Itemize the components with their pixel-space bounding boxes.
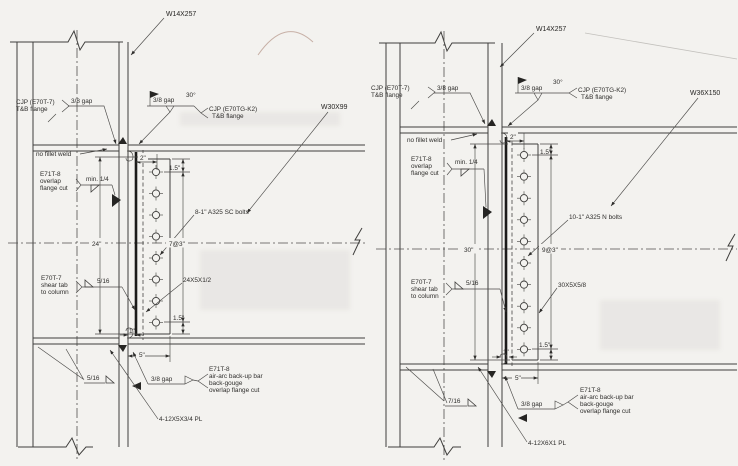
scan-artifact <box>258 32 313 55</box>
right-cjp-flange-label: CJP (E70T-7) <box>371 85 410 92</box>
right-dim-1-5-top: 1.5" <box>540 149 552 156</box>
right-continuity-plate-label: 4-12X6X1 PL <box>528 440 567 447</box>
right-min-fillet-label: min. 1/4 <box>455 159 478 166</box>
left-column <box>10 30 128 462</box>
scan-artifact <box>585 33 737 59</box>
right-dim-depth: 30" <box>464 247 474 254</box>
left-cjp-k2-label: CJP (E70TG-K2) <box>209 106 258 113</box>
right-leaders-welds <box>406 33 698 442</box>
left-bolt-callout: 8-1" A325 SC bolts <box>195 209 249 216</box>
right-column-size-label: W14X257 <box>536 26 567 33</box>
left-overlap-note: overlap <box>40 178 61 185</box>
left-bevel-angle-label: 30° <box>186 92 196 99</box>
left-dim-5in: 5" <box>139 352 145 359</box>
left-shear-tab-note: to column <box>41 289 69 296</box>
left-backup-note: E71T-8 <box>209 366 230 373</box>
right-bolt-callout: 10-1" A325 N bolts <box>569 214 623 221</box>
left-backup-note: overlap flange cut <box>209 387 260 394</box>
left-min-fillet-label: min. 1/4 <box>86 176 109 183</box>
right-no-fillet-weld-label: no fillet weld <box>407 137 443 144</box>
right-bevel-angle-label: 30° <box>553 79 563 86</box>
right-dim-1-5-bot: 1.5" <box>539 342 551 349</box>
right-dim-1in: 1" <box>503 349 509 356</box>
left-continuity-weld-size: 5/16 <box>87 375 100 382</box>
left-backup-note: air-arc back-up bar <box>209 373 263 380</box>
left-cjp-k2-label: T&B flange <box>212 113 244 120</box>
right-dim-pitch: 9@3" <box>542 247 558 254</box>
right-labels <box>371 26 720 447</box>
left-overlap-note: flange cut <box>40 185 68 192</box>
left-dim-1-5-top: 1.5" <box>169 165 181 172</box>
left-shear-tab-note: shear tab <box>41 282 68 289</box>
right-continuity-weld-size: 7/16 <box>448 398 461 405</box>
left-plate-size-label: 24X5X1/2 <box>183 277 212 284</box>
right-shear-tab-note: shear tab <box>411 286 438 293</box>
right-shear-tab-note: E70T-7 <box>411 279 432 286</box>
left-dim-2in: 2" <box>140 155 146 162</box>
left-gap-bottom-label: 3/8 gap <box>151 376 173 383</box>
right-beam-size-label: W36X150 <box>690 90 721 97</box>
right-backup-note: E71T-8 <box>580 387 601 394</box>
left-gap-label: 3/8 gap <box>71 98 93 105</box>
left-tab-weld-size: 5/16 <box>97 278 110 285</box>
left-beam-size-label: W30X99 <box>321 104 348 111</box>
right-bolt-group <box>517 148 531 356</box>
left-column-size-label: W14X257 <box>166 11 197 18</box>
right-shear-tab <box>500 133 538 366</box>
right-detail <box>371 26 737 462</box>
right-shear-tab-note: to column <box>411 293 439 300</box>
right-backup-note: overlap flange cut <box>580 408 631 415</box>
left-dim-1in: 1" <box>129 328 135 335</box>
right-dim-5in: 5" <box>515 375 521 382</box>
left-cjp-flange-label: CJP (E70T-7) <box>16 99 55 106</box>
left-continuity-plates <box>33 137 127 352</box>
left-shear-tab <box>126 150 170 340</box>
right-overlap-note: E71T-8 <box>411 156 432 163</box>
right-overlap-note: flange cut <box>411 170 439 177</box>
right-dim-2in: 2" <box>510 134 516 141</box>
right-gap-label: 3/8 gap <box>521 85 543 92</box>
right-cjp-k2-label: CJP (E70TG-K2) <box>578 87 627 94</box>
right-gap-label: 3/8 gap <box>437 85 459 92</box>
left-dim-depth: 24" <box>92 241 102 248</box>
right-tab-weld-size: 5/16 <box>466 280 479 287</box>
left-dim-pitch: 7@3" <box>169 241 185 248</box>
left-gap-label: 3/8 gap <box>153 97 175 104</box>
left-dim-1-5-bot: 1.5" <box>173 315 185 322</box>
right-cjp-flange-label: T&B flange <box>371 92 403 99</box>
right-gap-bottom-label: 3/8 gap <box>521 401 543 408</box>
right-overlap-note: overlap <box>411 163 432 170</box>
left-cjp-flange-label: T&B flange <box>16 106 48 113</box>
right-plate-size-label: 30X5X5/8 <box>558 282 587 289</box>
right-cjp-k2-label: T&B flange <box>581 94 613 101</box>
left-overlap-note: E71T-8 <box>40 171 61 178</box>
left-backup-note: back-gouge <box>209 380 243 387</box>
left-continuity-plate-label: 4-12X5X3/4 PL <box>159 416 203 423</box>
left-detail <box>8 11 366 462</box>
left-labels <box>16 11 348 423</box>
right-backup-note: back-gouge <box>580 401 614 408</box>
left-bolt-group <box>149 165 163 330</box>
right-backup-note: air-arc back-up bar <box>580 394 634 401</box>
left-shear-tab-note: E70T-7 <box>41 275 62 282</box>
left-no-fillet-weld-label: no fillet weld <box>36 151 72 158</box>
